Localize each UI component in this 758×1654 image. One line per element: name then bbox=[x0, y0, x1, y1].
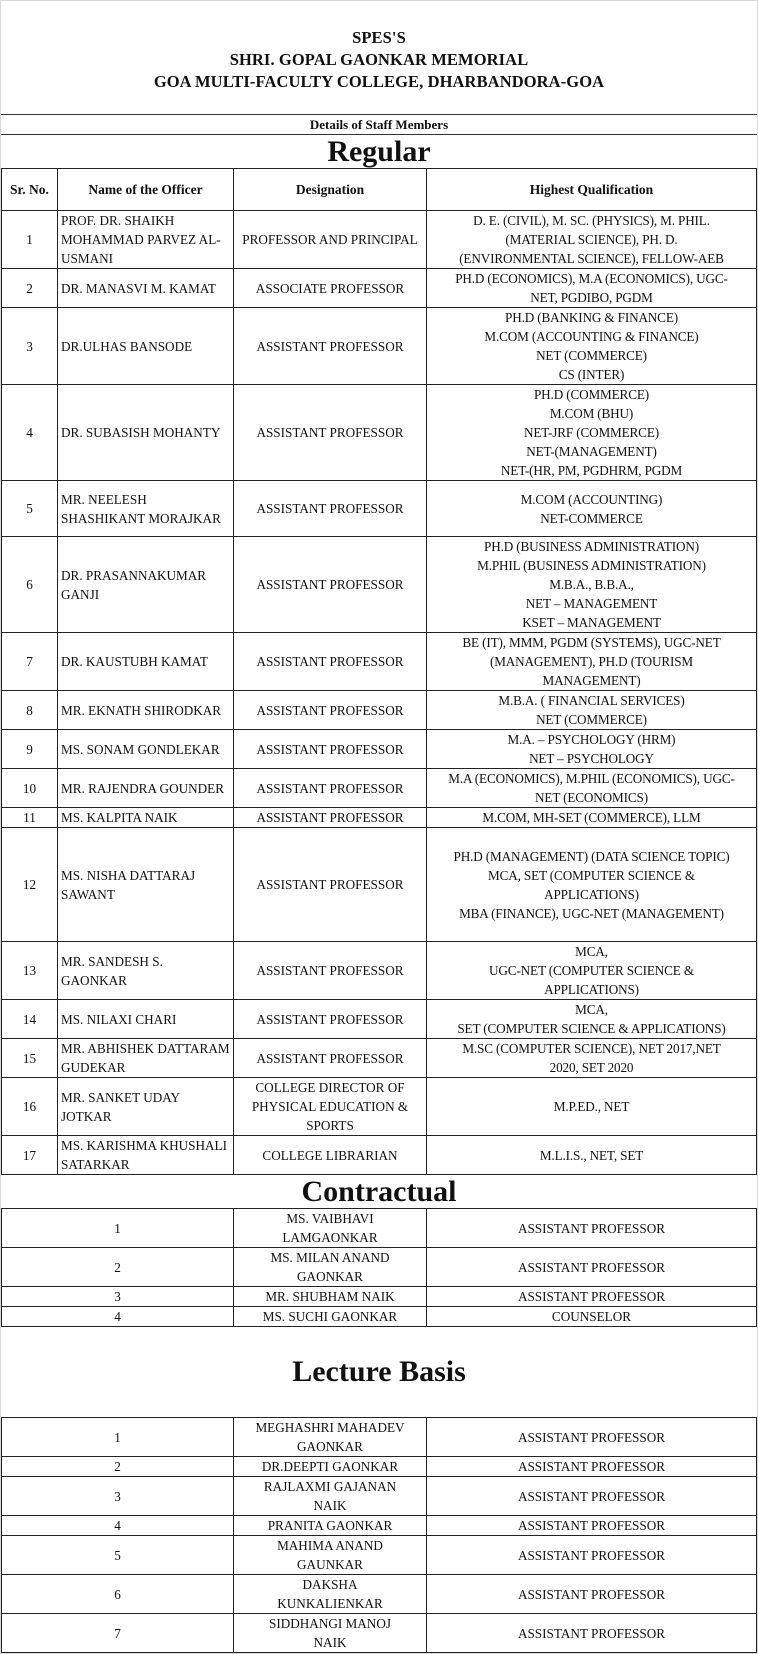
table-row bbox=[2, 1000, 757, 1039]
table-row bbox=[2, 1307, 757, 1327]
officer-name-cell: DR. MANASVI M. KAMAT bbox=[58, 269, 234, 308]
table-row bbox=[2, 828, 757, 942]
column-header-sr-no: Sr. No. bbox=[2, 169, 58, 211]
qualification-line: PH.D (BUSINESS ADMINISTRATION) bbox=[484, 539, 699, 554]
table-row bbox=[2, 481, 757, 537]
table-row bbox=[2, 769, 757, 808]
staff-name-cell: MS. SUCHI GAONKAR bbox=[234, 1307, 427, 1327]
sr-no-cell: 9 bbox=[2, 730, 58, 769]
table-row bbox=[2, 1209, 757, 1248]
table-row bbox=[2, 730, 757, 769]
table-row bbox=[2, 1536, 757, 1575]
designation-cell: ASSISTANT PROFESSOR bbox=[234, 808, 427, 828]
qualification-line: (ENVIRONMENTAL SCIENCE), FELLOW-AEB bbox=[459, 251, 724, 266]
table-row bbox=[2, 942, 757, 1000]
officer-name-cell: MS. SONAM GONDLEKAR bbox=[58, 730, 234, 769]
staff-name-cell: MS. MILAN ANAND GAONKAR bbox=[234, 1248, 427, 1287]
staff-name-cell: MS. VAIBHAVI LAMGAONKAR bbox=[234, 1209, 427, 1248]
qualification-line: MCA, bbox=[575, 944, 608, 959]
qualification-cell bbox=[427, 942, 757, 1000]
qualification-cell bbox=[427, 1000, 757, 1039]
designation-cell: ASSISTANT PROFESSOR bbox=[427, 1614, 757, 1653]
qualification-line: CS (INTER) bbox=[558, 367, 625, 382]
qualification-line: MANAGEMENT) bbox=[542, 673, 641, 688]
qualification-line: NET-COMMERCE bbox=[540, 510, 643, 526]
designation-cell: ASSISTANT PROFESSOR bbox=[234, 385, 427, 481]
qualification-line: M.COM (BHU) bbox=[549, 406, 634, 421]
qualification-line: NET – PSYCHOLOGY bbox=[529, 751, 654, 766]
designation-cell: ASSISTANT PROFESSOR bbox=[234, 308, 427, 385]
designation-cell: ASSISTANT PROFESSOR bbox=[234, 828, 427, 942]
designation-cell: COLLEGE DIRECTOR OF PHYSICAL EDUCATION & SPORTS bbox=[234, 1078, 427, 1136]
table-row bbox=[2, 308, 757, 385]
column-header-qualification: Highest Qualification bbox=[427, 169, 757, 211]
designation-cell: COLLEGE LIBRARIAN bbox=[234, 1136, 427, 1175]
qualification-line: M.COM (ACCOUNTING & FINANCE) bbox=[484, 329, 699, 344]
qualification-line: SET (COMPUTER SCIENCE & APPLICATIONS) bbox=[457, 1021, 726, 1036]
qualification-line: NET (COMMERCE) bbox=[536, 712, 647, 727]
table-row bbox=[2, 1477, 757, 1516]
sr-no-cell: 5 bbox=[2, 481, 58, 537]
qualification-line: KSET – MANAGEMENT bbox=[522, 615, 661, 630]
officer-name-cell: DR. SUBASISH MOHANTY bbox=[58, 385, 234, 481]
officer-name-cell: MR. NEELESH SHASHIKANT MORAJKAR bbox=[58, 481, 234, 537]
designation-cell: ASSISTANT PROFESSOR bbox=[234, 481, 427, 537]
college-header bbox=[1, 1, 757, 115]
officer-name-cell: MR. EKNATH SHIRODKAR bbox=[58, 691, 234, 730]
qualification-line: BE (IT), MMM, PGDM (SYSTEMS), UGC-NET bbox=[462, 635, 721, 650]
qualification-line: M.COM, MH-SET (COMMERCE), LLM bbox=[482, 810, 701, 825]
qualification-line: M.A (ECONOMICS), M.PHIL (ECONOMICS), UGC- bbox=[448, 771, 735, 786]
qualification-cell bbox=[427, 828, 757, 942]
qualification-line: 2020, SET 2020 bbox=[549, 1060, 634, 1075]
sr-no-cell: 3 bbox=[2, 1477, 234, 1516]
sr-no-cell: 15 bbox=[2, 1039, 58, 1078]
qualification-cell bbox=[427, 481, 757, 537]
qualification-line: M.P.ED., NET bbox=[553, 1099, 630, 1114]
section-title-contractual: Contractual bbox=[301, 1175, 457, 1208]
qualification-line: D. E. (CIVIL), M. SC. (PHYSICS), M. PHIL. bbox=[473, 213, 710, 228]
officer-name-cell: DR.ULHAS BANSODE bbox=[58, 308, 234, 385]
officer-name-cell: DR. PRASANNAKUMAR GANJI bbox=[58, 537, 234, 633]
table-row bbox=[2, 1575, 757, 1614]
table-row bbox=[2, 808, 757, 828]
header-line-1: SPES'S bbox=[352, 28, 406, 47]
sr-no-cell: 17 bbox=[2, 1136, 58, 1175]
header-line-2: SHRI. GOPAL GAONKAR MEMORIAL bbox=[229, 50, 529, 69]
qualification-line: M.SC (COMPUTER SCIENCE), NET 2017,NET bbox=[462, 1041, 721, 1056]
table-row bbox=[2, 1418, 757, 1457]
section-title-regular: Regular bbox=[327, 135, 431, 168]
column-header-name: Name of the Officer bbox=[58, 169, 234, 211]
officer-name-cell: MR. SANDESH S. GAONKAR bbox=[58, 942, 234, 1000]
designation-cell: ASSOCIATE PROFESSOR bbox=[234, 269, 427, 308]
table-row bbox=[2, 537, 757, 633]
qualification-cell bbox=[427, 1136, 757, 1175]
qualification-cell bbox=[427, 385, 757, 481]
table-row bbox=[2, 1078, 757, 1136]
qualification-cell bbox=[427, 1078, 757, 1136]
sr-no-cell: 6 bbox=[2, 537, 58, 633]
table-row bbox=[2, 385, 757, 481]
officer-name-cell: MS. NISHA DATTARAJ SAWANT bbox=[58, 828, 234, 942]
lecture-basis-staff-table bbox=[1, 1417, 757, 1653]
sr-no-cell: 1 bbox=[2, 211, 58, 269]
sr-no-cell: 4 bbox=[2, 1307, 234, 1327]
designation-cell: ASSISTANT PROFESSOR bbox=[234, 730, 427, 769]
designation-cell: ASSISTANT PROFESSOR bbox=[427, 1287, 757, 1307]
qualification-cell bbox=[427, 730, 757, 769]
sr-no-cell: 10 bbox=[2, 769, 58, 808]
qualification-line: NET-(MANAGEMENT) bbox=[526, 444, 657, 459]
sr-no-cell: 1 bbox=[2, 1209, 234, 1248]
column-header-designation: Designation bbox=[234, 169, 427, 211]
qualification-line: NET (COMMERCE) bbox=[536, 348, 647, 363]
designation-cell: ASSISTANT PROFESSOR bbox=[427, 1536, 757, 1575]
designation-cell: ASSISTANT PROFESSOR bbox=[234, 1000, 427, 1039]
qualification-cell bbox=[427, 211, 757, 269]
table-row bbox=[2, 1287, 757, 1307]
table-row bbox=[2, 211, 757, 269]
qualification-line: M.PHIL (BUSINESS ADMINISTRATION) bbox=[477, 558, 706, 573]
qualification-cell bbox=[427, 769, 757, 808]
designation-cell: COUNSELOR bbox=[427, 1307, 757, 1327]
qualification-line: PH.D (BANKING & FINANCE) bbox=[505, 310, 678, 325]
staff-name-cell: DAKSHA KUNKALIENKAR bbox=[234, 1575, 427, 1614]
designation-cell: ASSISTANT PROFESSOR bbox=[427, 1209, 757, 1248]
qualification-cell bbox=[427, 308, 757, 385]
table-row bbox=[2, 1039, 757, 1078]
sr-no-cell: 2 bbox=[2, 1457, 234, 1477]
qualification-line: M.L.I.S., NET, SET bbox=[539, 1147, 644, 1163]
staff-name-cell: SIDDHANGI MANOJ NAIK bbox=[234, 1614, 427, 1653]
qualification-line: NET-JRF (COMMERCE) bbox=[524, 425, 659, 440]
qualification-line: (MATERIAL SCIENCE), PH. D. bbox=[505, 232, 678, 247]
qualification-line: APPLICATIONS) bbox=[544, 982, 639, 997]
staff-name-cell: RAJLAXMI GAJANAN NAIK bbox=[234, 1477, 427, 1516]
sr-no-cell: 7 bbox=[2, 633, 58, 691]
officer-name-cell: MS. KALPITA NAIK bbox=[58, 808, 234, 828]
qualification-line: (MANAGEMENT), PH.D (TOURISM bbox=[489, 654, 694, 669]
designation-cell: ASSISTANT PROFESSOR bbox=[427, 1575, 757, 1614]
designation-cell: ASSISTANT PROFESSOR bbox=[234, 537, 427, 633]
staff-name-cell: PRANITA GAONKAR bbox=[234, 1516, 427, 1536]
qualification-line: UGC-NET (COMPUTER SCIENCE & bbox=[489, 963, 694, 978]
qualification-cell bbox=[427, 537, 757, 633]
designation-cell: PROFESSOR AND PRINCIPAL bbox=[234, 211, 427, 269]
sr-no-cell: 11 bbox=[2, 808, 58, 828]
officer-name-cell: MS. NILAXI CHARI bbox=[58, 1000, 234, 1039]
table-row bbox=[2, 1457, 757, 1477]
designation-cell: ASSISTANT PROFESSOR bbox=[427, 1477, 757, 1516]
table-row bbox=[2, 1136, 757, 1175]
table-row bbox=[2, 691, 757, 730]
header-line-3: GOA MULTI-FACULTY COLLEGE, DHARBANDORA-GOA bbox=[153, 72, 605, 91]
sr-no-cell: 6 bbox=[2, 1575, 234, 1614]
regular-staff-table bbox=[1, 168, 757, 1175]
qualification-line: M.COM (ACCOUNTING) bbox=[520, 491, 663, 507]
qualification-line: NET-(HR, PM, PGDHRM, PGDM bbox=[500, 463, 683, 478]
designation-cell: ASSISTANT PROFESSOR bbox=[427, 1457, 757, 1477]
designation-cell: ASSISTANT PROFESSOR bbox=[234, 769, 427, 808]
officer-name-cell: MR. RAJENDRA GOUNDER bbox=[58, 769, 234, 808]
sr-no-cell: 3 bbox=[2, 1287, 234, 1307]
qualification-cell bbox=[427, 691, 757, 730]
qualification-line: PH.D (COMMERCE) bbox=[534, 387, 649, 402]
qualification-line: PH.D (MANAGEMENT) (DATA SCIENCE TOPIC) bbox=[453, 848, 730, 864]
staff-name-cell: DR.DEEPTI GAONKAR bbox=[234, 1457, 427, 1477]
qualification-line: M.B.A. ( FINANCIAL SERVICES) bbox=[498, 693, 685, 708]
qualification-line: NET (ECONOMICS) bbox=[535, 790, 648, 805]
officer-name-cell: MR. SANKET UDAY JOTKAR bbox=[58, 1078, 234, 1136]
sr-no-cell: 4 bbox=[2, 1516, 234, 1536]
qualification-line: PH.D (ECONOMICS), M.A (ECONOMICS), UGC- bbox=[455, 271, 728, 286]
sr-no-cell: 14 bbox=[2, 1000, 58, 1039]
table-row bbox=[2, 1614, 757, 1653]
qualification-line: MCA, SET (COMPUTER SCIENCE & bbox=[488, 867, 695, 883]
sr-no-cell: 1 bbox=[2, 1418, 234, 1457]
staff-name-cell: MR. SHUBHAM NAIK bbox=[234, 1287, 427, 1307]
officer-name-cell: PROF. DR. SHAIKH MOHAMMAD PARVEZ AL-USMANI bbox=[58, 211, 234, 269]
officer-name-cell: DR. KAUSTUBH KAMAT bbox=[58, 633, 234, 691]
sr-no-cell: 7 bbox=[2, 1614, 234, 1653]
sr-no-cell: 4 bbox=[2, 385, 58, 481]
section-title-lecture-basis: Lecture Basis bbox=[292, 1355, 466, 1388]
qualification-cell bbox=[427, 269, 757, 308]
qualification-line: M.A. – PSYCHOLOGY (HRM) bbox=[507, 732, 676, 747]
designation-cell: ASSISTANT PROFESSOR bbox=[427, 1516, 757, 1536]
sr-no-cell: 13 bbox=[2, 942, 58, 1000]
sr-no-cell: 16 bbox=[2, 1078, 58, 1136]
qualification-cell bbox=[427, 1039, 757, 1078]
designation-cell: ASSISTANT PROFESSOR bbox=[427, 1418, 757, 1457]
sr-no-cell: 12 bbox=[2, 828, 58, 942]
designation-cell: ASSISTANT PROFESSOR bbox=[234, 633, 427, 691]
officer-name-cell: MR. ABHISHEK DATTARAM GUDEKAR bbox=[58, 1039, 234, 1078]
officer-name-cell: MS. KARISHMA KHUSHALI SATARKAR bbox=[58, 1136, 234, 1175]
sr-no-cell: 5 bbox=[2, 1536, 234, 1575]
qualification-line: NET – MANAGEMENT bbox=[525, 596, 658, 611]
designation-cell: ASSISTANT PROFESSOR bbox=[427, 1248, 757, 1287]
sr-no-cell: 2 bbox=[2, 1248, 234, 1287]
staff-name-cell: MEGHASHRI MAHADEV GAONKAR bbox=[234, 1418, 427, 1457]
sr-no-cell: 3 bbox=[2, 308, 58, 385]
sr-no-cell: 2 bbox=[2, 269, 58, 308]
qualification-cell bbox=[427, 633, 757, 691]
qualification-line: M.B.A., B.B.A., bbox=[549, 577, 634, 592]
table-row bbox=[2, 269, 757, 308]
table-header-row bbox=[2, 169, 757, 211]
qualification-line: MCA, bbox=[575, 1002, 608, 1017]
table-row bbox=[2, 1516, 757, 1536]
designation-cell: ASSISTANT PROFESSOR bbox=[234, 942, 427, 1000]
qualification-cell bbox=[427, 808, 757, 828]
designation-cell: ASSISTANT PROFESSOR bbox=[234, 691, 427, 730]
qualification-line: APPLICATIONS) bbox=[544, 886, 639, 902]
qualification-line: MBA (FINANCE), UGC-NET (MANAGEMENT) bbox=[459, 905, 724, 921]
contractual-staff-table bbox=[1, 1208, 757, 1327]
page-subtitle: Details of Staff Members bbox=[1, 115, 757, 135]
sr-no-cell: 8 bbox=[2, 691, 58, 730]
table-row bbox=[2, 633, 757, 691]
designation-cell: ASSISTANT PROFESSOR bbox=[234, 1039, 427, 1078]
qualification-line: NET, PGDIBO, PGDM bbox=[530, 290, 653, 305]
staff-name-cell: MAHIMA ANAND GAUNKAR bbox=[234, 1536, 427, 1575]
table-row bbox=[2, 1248, 757, 1287]
